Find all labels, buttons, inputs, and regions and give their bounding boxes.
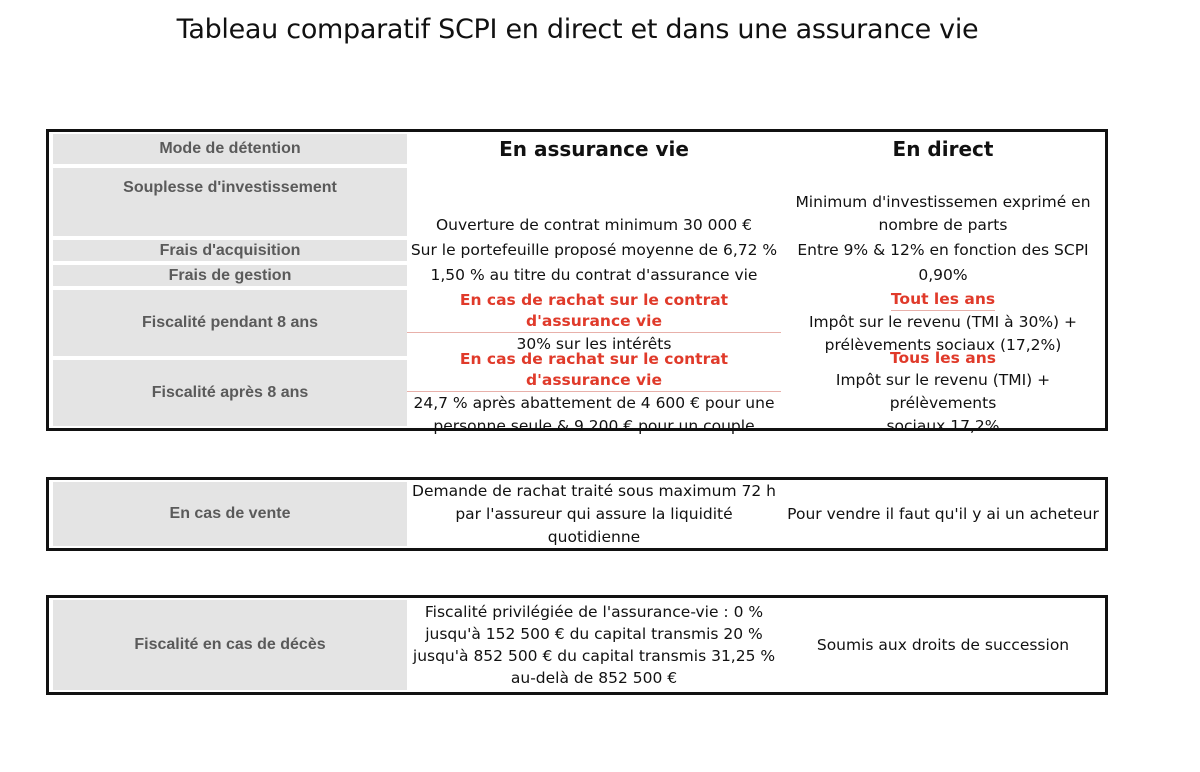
souplesse-direct: Minimum d'investissemen exprimé en nombre de parts — [795, 193, 1091, 234]
fiscalite-apres-assurance: En cas de rachat sur le contrat d'assurance vie 24,7 % après abattement de 4 600 € pour une personne seule & 9 200 € pour un couple — [407, 358, 781, 428]
row-label-fiscalite-pendant: Fiscalité pendant 8 ans — [53, 290, 407, 356]
page-title: Tableau comparatif SCPI en direct et dans une assurance vie — [176, 14, 979, 45]
row-label-acquisition: Frais d'acquisition — [53, 240, 407, 261]
fiscalite-pendant-direct: Tout les ans Impôt sur le revenu (TMI à 30%) + prélèvements sociaux (17,2%) — [808, 290, 1078, 354]
gestion-assurance: 1,50 % au titre du contrat d'assurance vie — [430, 266, 758, 284]
deces-direct: Soumis aux droits de succession — [816, 635, 1070, 654]
gestion-direct: 0,90% — [918, 266, 968, 284]
acquisition-assurance: Sur le portefeuille proposé moyenne de 6,72 % — [410, 241, 778, 259]
fiscalite-apres-direct: Tous les ans Impôt sur le revenu (TMI) + prélèvements sociaux 17,2% — [835, 349, 1051, 435]
row-label-deces: Fiscalité en cas de décès — [53, 600, 407, 690]
row-vente — [49, 480, 1105, 548]
column-header-direct: En direct — [892, 136, 994, 161]
row-souplesse — [49, 166, 1105, 238]
fiscalite-pendant-assurance: En cas de rachat sur le contrat d'assurance vie 30% sur les intérêts — [407, 288, 781, 358]
row-label-souplesse: Souplesse d'investissement — [53, 168, 407, 236]
row-fiscalite-apres — [49, 349, 1105, 435]
souplesse-assurance: Ouverture de contrat minimum 30 000 € — [435, 216, 753, 234]
row-deces — [49, 598, 1105, 692]
header-row — [49, 132, 1105, 166]
warning-text: En cas de rachat sur le contrat d'assurance vie — [407, 290, 781, 333]
comparison-table — [46, 129, 1108, 435]
header-label: Mode de détention — [53, 134, 407, 164]
deces-assurance: Fiscalité privilégiée de l'assurance-vie : 0 % jusqu'à 152 500 € du capital transmis 20 % jusqu'à 852 500 € du capital transmis 31,25 % au-delà de 852 500 € — [412, 603, 776, 687]
column-header-assurance-vie: En assurance vie — [499, 136, 689, 161]
deces-table — [46, 595, 1108, 695]
vente-assurance: Demande de rachat traité sous maximum 72 h par l'assureur qui assure la liquidité quotidienne — [412, 481, 776, 546]
vente-direct: Pour vendre il faut qu'il y ai un acheteur — [787, 504, 1099, 523]
warning-text: Tout les ans — [891, 289, 995, 311]
warning-text: En cas de rachat sur le contrat d'assurance vie — [407, 349, 781, 392]
row-label-fiscalite-apres: Fiscalité après 8 ans — [53, 360, 407, 426]
acquisition-direct: Entre 9% & 12% en fonction des SCPI — [797, 241, 1089, 259]
row-label-vente: En cas de vente — [53, 482, 407, 546]
warning-text: Tous les ans — [890, 349, 996, 367]
row-gestion — [49, 263, 1105, 288]
row-acquisition — [49, 238, 1105, 263]
vente-table — [46, 477, 1108, 551]
row-label-gestion: Frais de gestion — [53, 265, 407, 286]
